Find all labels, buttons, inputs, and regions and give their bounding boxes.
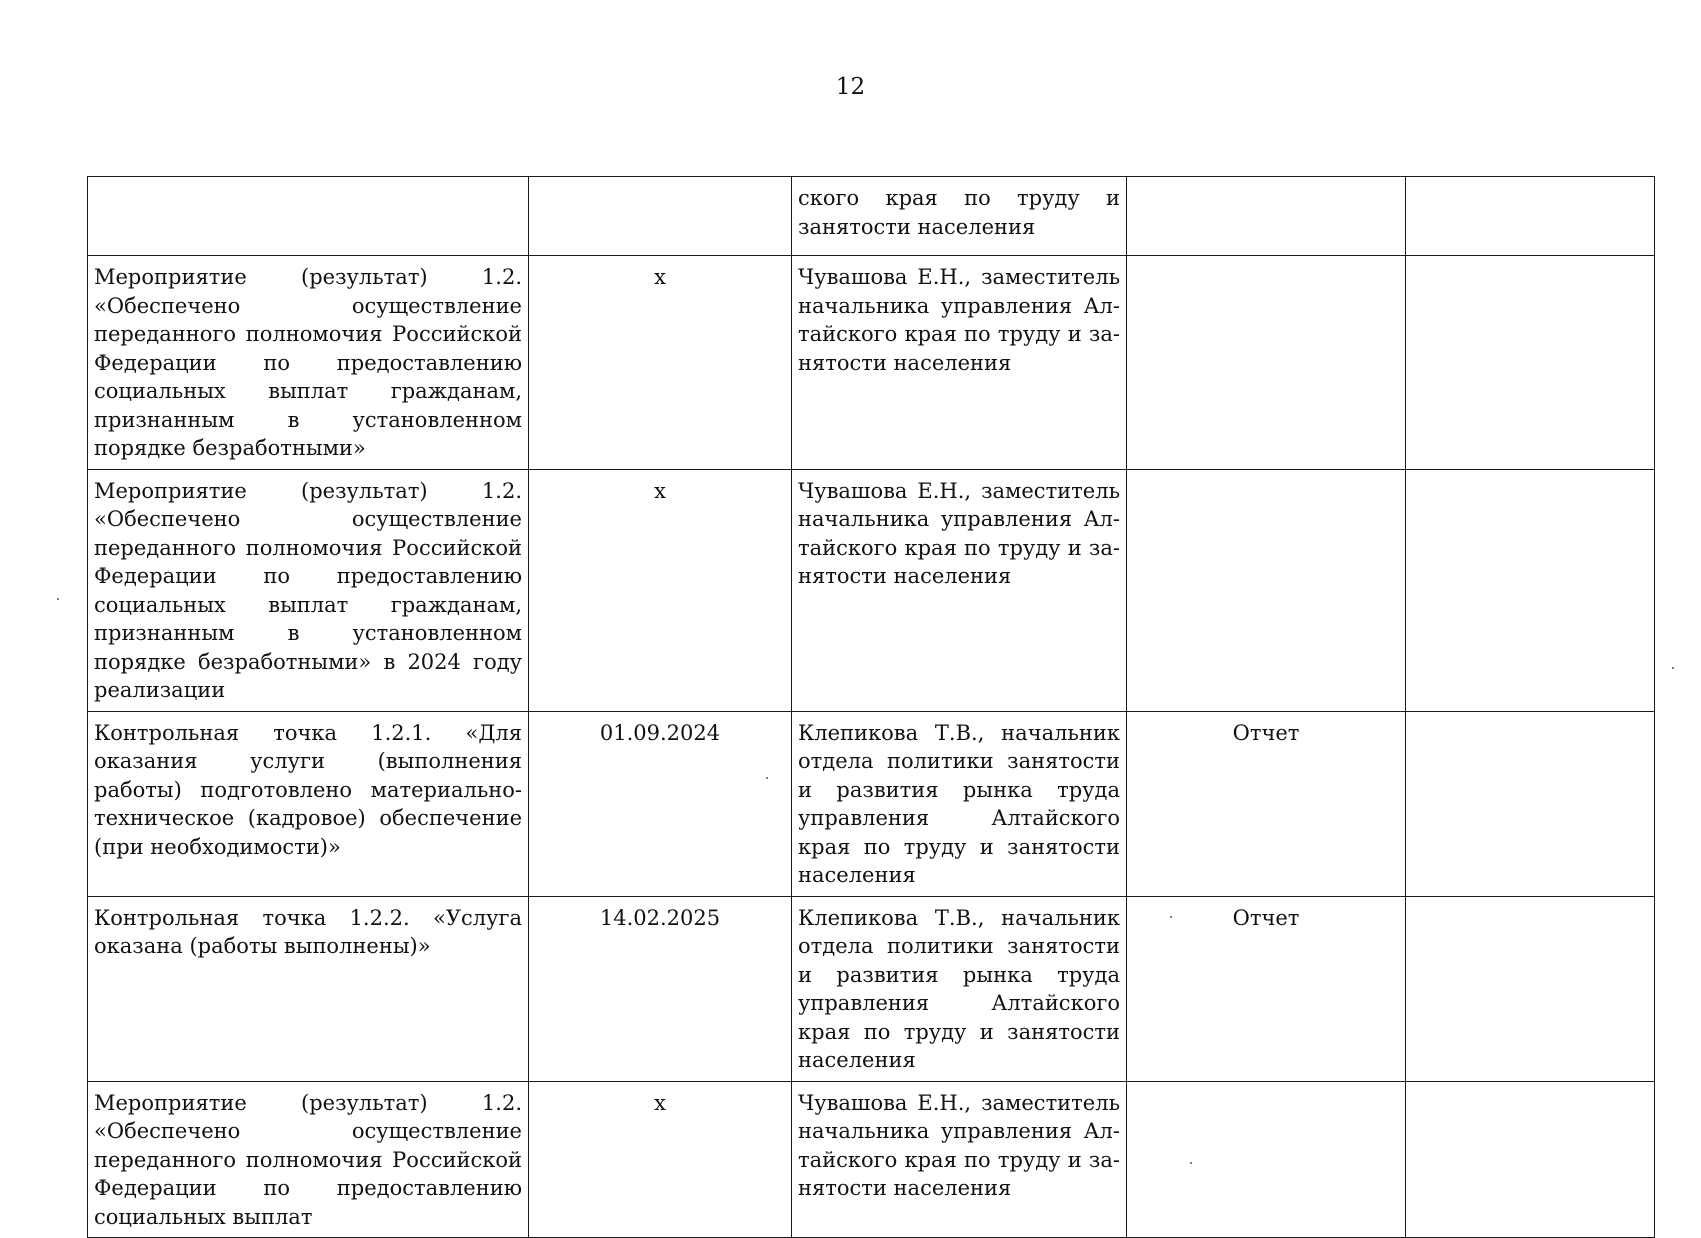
extra-cell	[1406, 469, 1655, 711]
responsible-cell: Чувашова Е.Н., заместитель начальника управления Алтайского края по труду и занятости населения	[792, 469, 1127, 711]
extra-cell	[1406, 896, 1655, 1081]
scan-speck	[766, 777, 768, 779]
event-name-cell: Контрольная точка 1.2.2. «Услуга оказана (работы выполнены)»	[88, 896, 529, 1081]
event-name-cell: Мероприятие (результат) 1.2. «Обеспечено осуществление переданного полномочия Российской Федерации по предоставлению социальных выплат гражданам, признанным в установленном порядке безработными»	[88, 256, 529, 470]
scan-speck	[1170, 916, 1172, 918]
responsible-cell: Клепикова Т.В., начальник отдела политики занятости и развития рынка труда управления Алтайского края по труду и занятости населения	[792, 896, 1127, 1081]
extra-cell	[1406, 256, 1655, 470]
deadline-cell	[529, 177, 792, 256]
document-cell	[1127, 256, 1406, 470]
extra-cell	[1406, 1081, 1655, 1238]
event-name-cell	[88, 177, 529, 256]
deadline-cell: х	[529, 1081, 792, 1238]
document-cell: Отчет	[1127, 896, 1406, 1081]
table-row	[88, 896, 1655, 1081]
deadline-cell: х	[529, 469, 792, 711]
table-row	[88, 711, 1655, 896]
plan-table	[87, 176, 1655, 1238]
responsible-cell: Чувашова Е.Н., заместитель начальника управления Алтайского края по труду и занятости населения	[792, 256, 1127, 470]
deadline-cell: 14.02.2025	[529, 896, 792, 1081]
responsible-cell: ского края по труду и занятости населения	[792, 177, 1127, 256]
scan-speck	[57, 598, 59, 600]
document-cell	[1127, 177, 1406, 256]
page-number: 12	[835, 74, 866, 100]
event-name-cell: Мероприятие (результат) 1.2. «Обеспечено осуществление переданного полномочия Российской Федерации по предоставлению социальных выплат гражданам, признанным в установленном порядке безработными» в 2024 году реализации	[88, 469, 529, 711]
document-cell	[1127, 1081, 1406, 1238]
table-row	[88, 469, 1655, 711]
document-cell: Отчет	[1127, 711, 1406, 896]
extra-cell	[1406, 177, 1655, 256]
event-name-cell: Контрольная точка 1.2.1. «Для оказания услуги (выполнения работы) подготовлено материально-техническое (кадровое) обеспечение (при необходимости)»	[88, 711, 529, 896]
deadline-cell: х	[529, 256, 792, 470]
table-row	[88, 1081, 1655, 1238]
document-cell	[1127, 469, 1406, 711]
event-name-cell: Мероприятие (результат) 1.2. «Обеспечено осуществление переданного полномочия Российской Федерации по предоставлению социальных выплат	[88, 1081, 529, 1238]
table-row	[88, 256, 1655, 470]
scan-speck	[1672, 667, 1674, 669]
table-row	[88, 177, 1655, 256]
extra-cell	[1406, 711, 1655, 896]
responsible-cell: Чувашова Е.Н., заместитель начальника управления Алтайского края по труду и занятости населения	[792, 1081, 1127, 1238]
responsible-cell: Клепикова Т.В., начальник отдела политики занятости и развития рынка труда управления Алтайского края по труду и занятости населения	[792, 711, 1127, 896]
scan-speck	[1190, 1162, 1192, 1164]
deadline-cell: 01.09.2024	[529, 711, 792, 896]
